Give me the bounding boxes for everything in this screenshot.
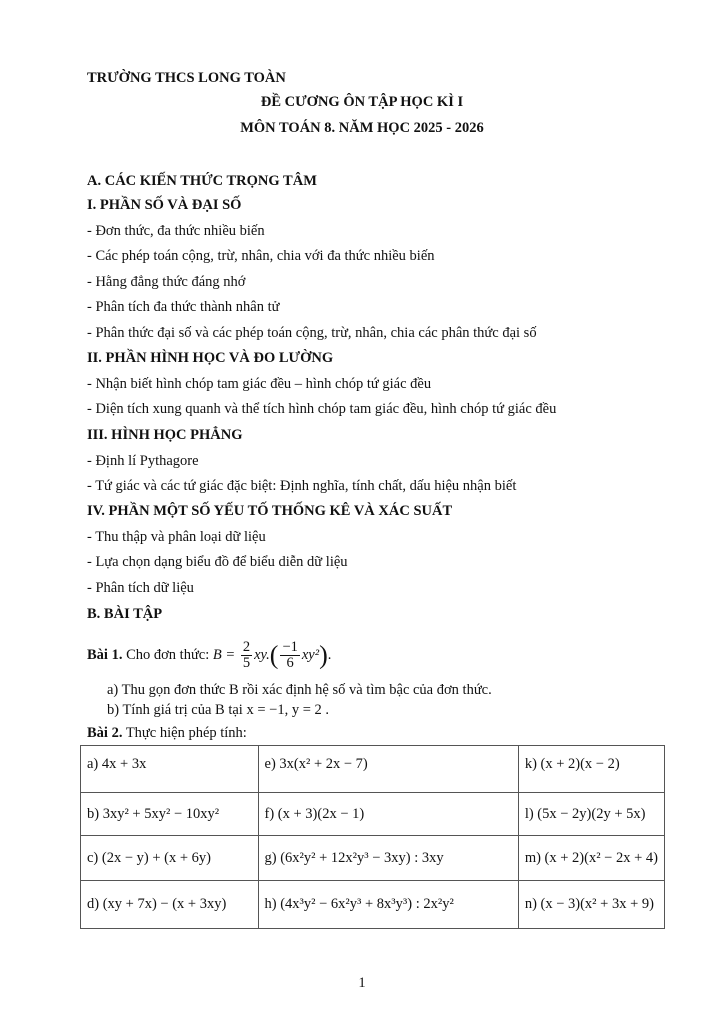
fraction-1: $\frac{2}{5}$: [242, 639, 251, 671]
exercise-cell: e) 3x(x² + 2x − 7): [258, 746, 518, 793]
exercise-cell: l) (5x − 2y)(2y + 5x): [518, 793, 664, 836]
formula-tail: xy²: [301, 646, 320, 663]
part-heading: IV. PHẦN MỘT SỐ YẾU TỐ THỐNG KÊ VÀ XÁC SUẤT: [87, 503, 453, 519]
school-name: TRƯỜNG THCS LONG TOÀN: [87, 70, 286, 86]
exercise-cell: d) (xy + 7x) − (x + 3xy): [81, 881, 259, 929]
topic-item: - Phân tích dữ liệu: [87, 580, 194, 596]
doc-title: ĐỀ CƯƠNG ÔN TẬP HỌC KÌ I: [260, 94, 464, 110]
part-heading: II. PHẦN HÌNH HỌC VÀ ĐO LƯỜNG: [87, 350, 334, 366]
topic-item: - Thu thập và phân loại dữ liệu: [87, 529, 266, 545]
topic-item: - Hằng đẳng thức đáng nhớ: [87, 274, 246, 290]
table-row: [81, 793, 665, 836]
topic-item: - Đơn thức, đa thức nhiều biến: [87, 223, 265, 239]
exercise-cell: b) 3xy² + 5xy² − 10xy²: [81, 793, 259, 836]
bai1-part-b: b) Tính giá trị của B tại x = −1, y = 2 .: [107, 702, 329, 718]
exercise-cell: g) (6x²y² + 12x²y³ − 3xy) : 3xy: [258, 836, 518, 881]
table-row: [81, 881, 665, 929]
topic-item: - Phân tích đa thức thành nhân tử: [87, 299, 280, 315]
topic-item: - Lựa chọn dạng biểu đồ để biểu diễn dữ liệu: [87, 554, 348, 570]
fraction-2: $\frac{-1}{6}$: [282, 639, 298, 671]
topic-item: - Diện tích xung quanh và thể tích hình chóp tam giác đều, hình chóp tứ giác đều: [87, 401, 557, 417]
section-a-heading: A. CÁC KIẾN THỨC TRỌNG TÂM: [87, 173, 317, 189]
formula-mid: xy.: [254, 646, 270, 663]
exercise-table: [80, 745, 665, 929]
topic-item: - Định lí Pythagore: [87, 453, 199, 469]
bai2-statement: [87, 724, 247, 742]
part-heading: III. HÌNH HỌC PHẲNG: [87, 427, 243, 443]
exercise-cell: a) 4x + 3x: [81, 746, 259, 793]
exercise-cell: f) (x + 3)(2x − 1): [258, 793, 518, 836]
topic-item: - Phân thức đại số và các phép toán cộng, trừ, nhân, chia các phân thức đại số: [87, 325, 537, 341]
bai1-text: Cho đơn thức:: [126, 646, 210, 663]
section-b-heading: B. BÀI TẬP: [87, 606, 163, 622]
bai1-statement: Bài 1. Cho đơn thức: B = $\frac{2}{5}$ xy.( $\frac{-1}{6}$ xy²).: [87, 639, 332, 671]
doc-subtitle: MÔN TOÁN 8. NĂM HỌC 2025 - 2026: [240, 120, 484, 136]
exercise-cell: n) (x − 3)(x² + 3x + 9): [518, 881, 664, 929]
bai1-part-a: a) Thu gọn đơn thức B rồi xác định hệ số và tìm bậc của đơn thức.: [107, 682, 492, 698]
exercise-cell: m) (x + 2)(x² − 2x + 4): [518, 836, 664, 881]
topic-item: - Các phép toán cộng, trừ, nhân, chia với đa thức nhiều biến: [87, 248, 435, 264]
exercise-cell: k) (x + 2)(x − 2): [518, 746, 664, 793]
topic-item: - Tứ giác và các tứ giác đặc biệt: Định nghĩa, tính chất, dấu hiệu nhận biết: [87, 478, 517, 494]
formula-lhs: B =: [212, 646, 236, 663]
bai1-label: Bài 1.: [87, 646, 123, 663]
part-heading: I. PHẦN SỐ VÀ ĐẠI SỐ: [87, 197, 242, 213]
topic-item: - Nhận biết hình chóp tam giác đều – hình chóp tứ giác đều: [87, 376, 432, 392]
bai2-label: Bài 2.: [87, 725, 123, 741]
bai2-text: Thực hiện phép tính:: [125, 725, 247, 741]
exercise-cell: h) (4x³y² − 6x²y³ + 8x³y³) : 2x²y²: [258, 881, 518, 929]
table-row: [81, 836, 665, 881]
page-number: 1: [358, 975, 366, 991]
table-row: [81, 746, 665, 793]
exercise-cell: c) (2x − y) + (x + 6y): [81, 836, 259, 881]
